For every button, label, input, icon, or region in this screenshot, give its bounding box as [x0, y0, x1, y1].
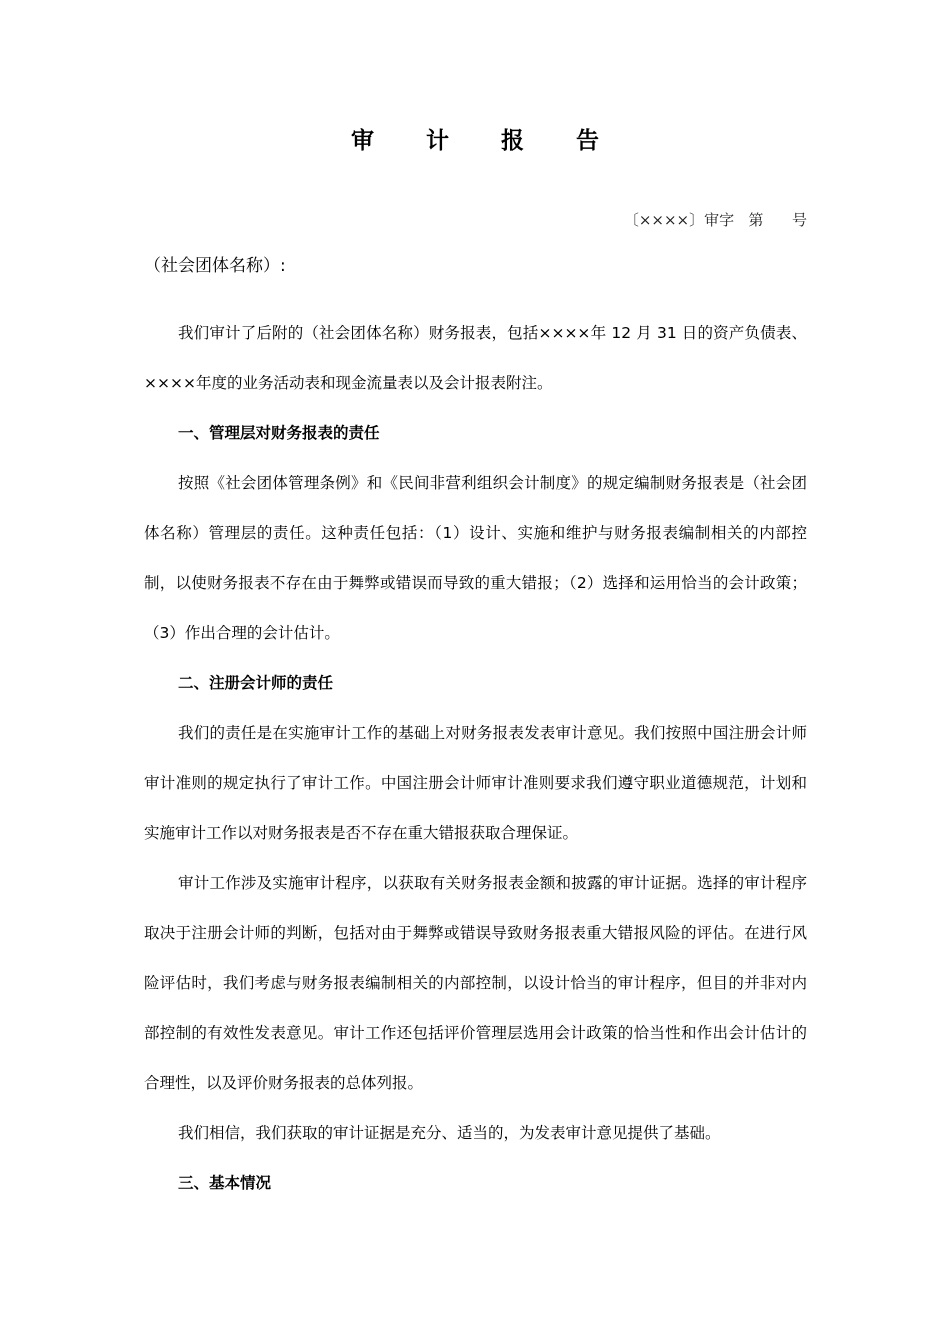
document-title: 审 计 报 告	[350, 127, 622, 154]
auditor-responsibility-paragraph-3: 我们相信，我们获取的审计证据是充分、适当的，为发表审计意见提供了基础。	[178, 1124, 721, 1142]
reference-number: 〔××××〕审字 第 号	[623, 211, 807, 229]
management-responsibility-paragraph: 按照《社会团体管理条例》和《民间非营利组织会计制度》的规定编制财务报表是（社会团体名称）管理层的责任。这种责任包括：（1）设计、实施和维护与财务报表编制相关的内部控制，以使财务报表不存在由于舞弊或错误而导致的重大错报；（2）选择和运用恰当的会计政策；（3）作出合理的会计估计。	[144, 474, 807, 642]
section-heading-basic-information: 三、基本情况	[178, 1174, 272, 1192]
section-heading-auditor-responsibility: 二、注册会计师的责任	[178, 674, 334, 692]
addressee: （社会团体名称）:	[144, 256, 286, 276]
section-heading-management-responsibility: 一、管理层对财务报表的责任	[178, 424, 380, 442]
intro-paragraph: 我们审计了后附的（社会团体名称）财务报表，包括××××年 12 月 31 日的资产负债表、××××年度的业务活动表和现金流量表以及会计报表附注。	[144, 324, 807, 392]
auditor-responsibility-paragraph-1: 我们的责任是在实施审计工作的基础上对财务报表发表审计意见。我们按照中国注册会计师审计准则的规定执行了审计工作。中国注册会计师审计准则要求我们遵守职业道德规范，计划和实施审计工作以对财务报表是否不存在重大错报获取合理保证。	[144, 724, 807, 842]
report-body	[144, 308, 807, 1208]
auditor-responsibility-paragraph-2: 审计工作涉及实施审计程序，以获取有关财务报表金额和披露的审计证据。选择的审计程序取决于注册会计师的判断，包括对由于舞弊或错误导致财务报表重大错报风险的评估。在进行风险评估时，我们考虑与财务报表编制相关的内部控制，以设计恰当的审计程序，但目的并非对内部控制的有效性发表意见。审计工作还包括评价管理层选用会计政策的恰当性和作出会计估计的合理性，以及评价财务报表的总体列报。	[144, 874, 807, 1092]
